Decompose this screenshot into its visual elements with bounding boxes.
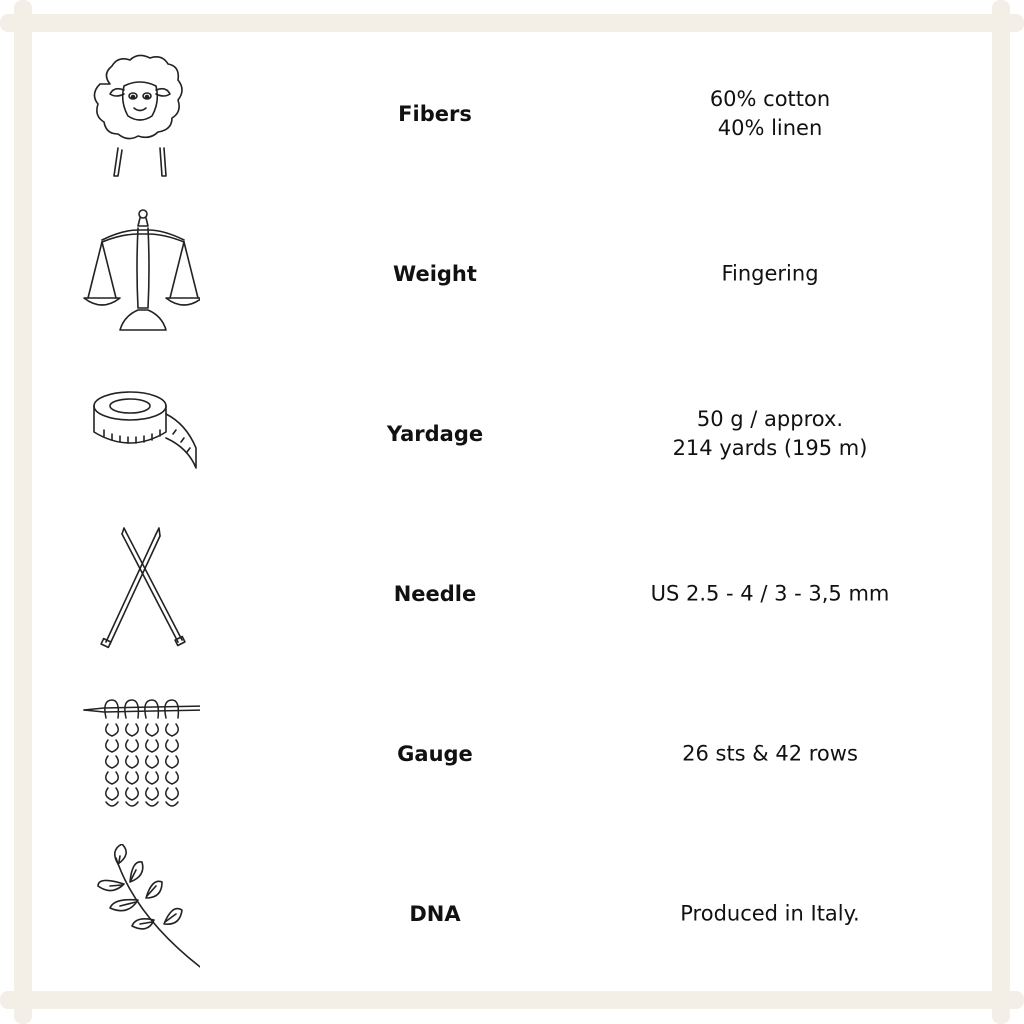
row-dna (60, 844, 960, 984)
value-line: 50 g / approx. (696, 407, 844, 431)
label-gauge: Gauge (397, 742, 473, 766)
row-gauge (60, 684, 960, 824)
value-fibers (600, 85, 940, 143)
sheep-icon (80, 44, 200, 184)
value-yardage (600, 405, 940, 463)
value-needle (600, 580, 940, 609)
label-needle: Needle (393, 582, 477, 606)
knit-stitches-icon (80, 684, 200, 824)
value-gauge (600, 740, 940, 769)
value-weight (600, 260, 940, 289)
frame-top (0, 14, 1024, 32)
label-fibers: Fibers (398, 102, 472, 126)
value-line: US 2.5 - 4 / 3 - 3,5 mm (650, 581, 890, 606)
frame-right (992, 0, 1010, 1024)
tape-measure-icon (80, 364, 200, 504)
value-line: 26 sts & 42 rows (682, 741, 858, 766)
row-fibers (60, 44, 960, 184)
row-weight (60, 204, 960, 344)
value-line: 214 yards (195 m) (672, 436, 868, 460)
frame-left (14, 0, 32, 1024)
label-yardage: Yardage (386, 422, 484, 446)
label-weight: Weight (393, 262, 477, 286)
leaf-branch-icon (80, 844, 200, 984)
value-line: 40% linen (717, 116, 823, 140)
value-line: 60% cotton (709, 87, 831, 111)
value-dna (600, 900, 940, 929)
frame-bottom (0, 991, 1024, 1009)
row-yardage (60, 364, 960, 504)
knitting-needles-icon (80, 524, 200, 664)
scale-icon (80, 204, 200, 344)
value-line: Produced in Italy. (680, 901, 860, 926)
row-needle (60, 524, 960, 664)
value-line: Fingering (721, 261, 819, 286)
label-dna: DNA (409, 902, 461, 926)
